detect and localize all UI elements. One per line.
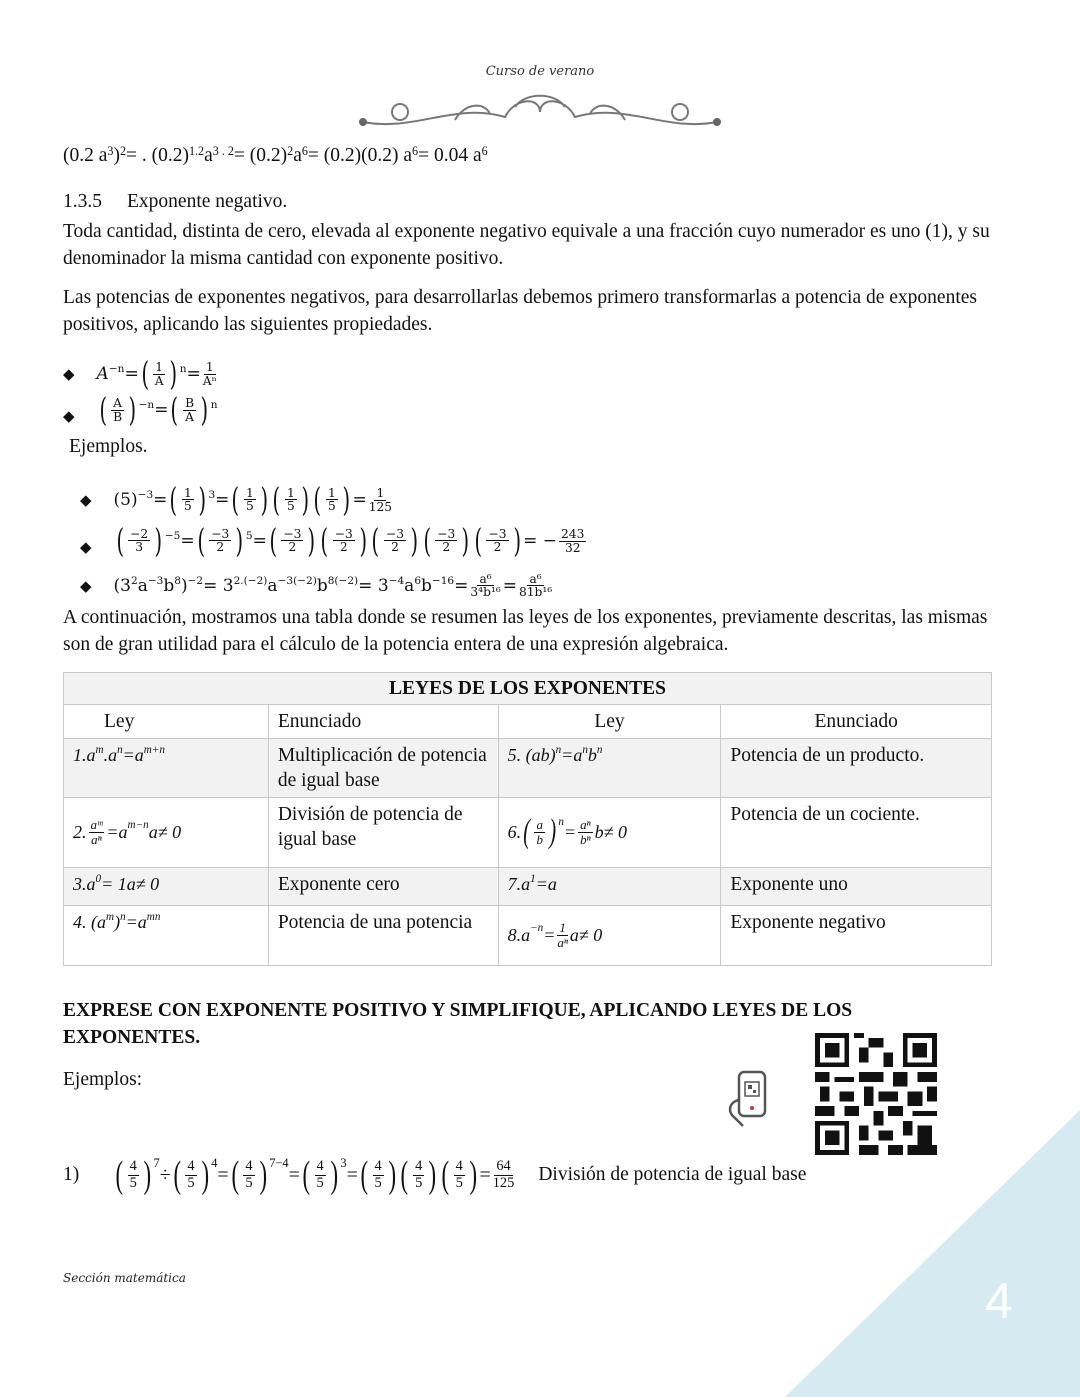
superscript: 2 — [287, 143, 294, 158]
numerator: 4 — [187, 1158, 195, 1175]
math-variable: a — [137, 912, 147, 932]
math-text: a — [404, 575, 415, 596]
left-paren: ( — [197, 521, 205, 560]
denominator: A — [154, 373, 164, 388]
math-variable: A — [96, 364, 109, 384]
numerator: −3 — [488, 526, 507, 541]
superscript: 1.2 — [189, 143, 205, 158]
denominator: 2 — [391, 540, 399, 555]
math-text: = — [180, 531, 195, 551]
superscript: 7 — [153, 1156, 160, 1171]
math-text: = — [535, 874, 548, 894]
math-text: ) — [549, 745, 556, 765]
superscript: 3 — [208, 489, 216, 502]
math-text: a — [293, 145, 302, 166]
numerator: 243 — [561, 526, 585, 541]
math-text: 5. ( — [507, 745, 532, 765]
exercise-heading: EXPRESE CON EXPONENTE POSITIVO Y SIMPLIFIQUE, APLICANDO LEYES DE LOS EXPONENTES. — [63, 1000, 853, 1048]
numerator: a⁶ — [529, 571, 542, 586]
left-paren: ( — [169, 480, 178, 519]
numerator: 4 — [129, 1158, 137, 1175]
denominator: 5 — [184, 499, 192, 514]
math-text: = 3 — [203, 575, 234, 596]
superscript: 8(−2) — [327, 575, 359, 588]
left-paren: ( — [272, 480, 281, 519]
math-text: = — [122, 745, 135, 765]
math-text: = (0.2) — [233, 145, 288, 166]
footer-label: Sección matemática — [63, 1271, 186, 1285]
left-paren: ( — [523, 813, 531, 851]
numerator: −3 — [437, 526, 456, 541]
math-variable: ab — [531, 745, 550, 765]
superscript: n — [120, 910, 126, 923]
math-text: ) — [180, 575, 188, 596]
right-paren: ) — [143, 1154, 151, 1196]
math-text: = — [217, 1163, 229, 1186]
left-paren: ( — [441, 1154, 450, 1196]
math-variable: a — [86, 874, 96, 894]
math-text: 4. ( — [73, 912, 97, 932]
numerator: −3 — [385, 526, 404, 541]
left-paren: ( — [371, 521, 380, 560]
law-description: Multiplicación de potencia de igual base — [268, 739, 498, 798]
math-variable: a — [148, 822, 158, 842]
math-text: b — [163, 575, 175, 596]
right-paren: ) — [259, 1154, 267, 1196]
left-paren: ( — [116, 521, 124, 560]
numerator: 64 — [496, 1158, 511, 1175]
math-text: = — [543, 925, 556, 945]
table-title: LEYES DE LOS EXPONENTES — [64, 673, 992, 705]
math-text: = — [561, 745, 574, 765]
law-description: Exponente uno — [721, 868, 992, 906]
numerator: aⁿ — [580, 817, 591, 833]
math-text: a — [267, 575, 278, 596]
superscript: −n — [530, 922, 544, 935]
numerator: −2 — [130, 526, 149, 541]
law-description: Potencia de un cociente. — [721, 798, 992, 868]
denominator: 2 — [339, 540, 348, 555]
math-text: b — [316, 575, 328, 596]
math-text: = 0.04 a — [418, 145, 482, 166]
superscript: 4 — [211, 1156, 218, 1171]
header-title: Curso de verano — [485, 64, 595, 79]
math-variable: a — [573, 745, 583, 765]
superscript: 3 — [107, 143, 114, 158]
paragraph: Las potencias de exponentes negativos, para desarrollarlas debemos primero transformarlas a potencia de exponentes positivos, aplicando las siguientes propiedades. — [63, 287, 977, 335]
denominator: 5 — [374, 1174, 382, 1191]
denominator: 81b¹⁶ — [518, 585, 553, 600]
superscript: n — [117, 743, 123, 756]
math-variable: a — [108, 745, 118, 765]
math-text: = — [153, 490, 168, 510]
denominator: 5 — [187, 1174, 195, 1191]
math-text: ≠ 0 — [603, 821, 628, 842]
superscript: n — [210, 399, 218, 412]
superscript: n — [555, 743, 562, 756]
superscript: m−n — [127, 819, 149, 832]
superscript: n — [558, 816, 564, 829]
denominator: 3 — [135, 540, 144, 555]
math-variable: b — [587, 745, 597, 765]
numerator: −3 — [283, 526, 302, 541]
superscript: 5 — [245, 530, 253, 543]
superscript: m — [106, 910, 115, 923]
denominator: 125 — [492, 1174, 515, 1191]
law-description: División de potencia de igual base — [268, 798, 498, 868]
denominator: 32 — [564, 540, 581, 555]
denominator: 5 — [129, 1174, 137, 1191]
math-text: = — [502, 575, 517, 596]
math-text: = — [346, 1163, 358, 1186]
math-variable: a — [547, 874, 557, 894]
column-header: Ley — [64, 705, 269, 739]
math-text: 1. — [73, 745, 87, 765]
superscript: mn — [146, 910, 161, 923]
denominator: bⁿ — [580, 831, 591, 847]
right-paren: ) — [200, 391, 209, 430]
math-variable: a — [521, 874, 531, 894]
superscript: n — [596, 743, 603, 756]
denominator: A — [185, 409, 194, 424]
numerator: 1 — [287, 485, 295, 500]
superscript: 6 — [412, 143, 419, 158]
math-text: (0.2 a — [63, 145, 108, 166]
left-paren: ( — [141, 355, 149, 394]
superscript: −3 — [137, 489, 154, 502]
diamond-bullet-icon: ◆ — [63, 367, 75, 383]
math-text: = — [125, 912, 138, 932]
exercise-description: División de potencia de igual base — [538, 1163, 807, 1185]
left-paren: ( — [400, 1154, 409, 1196]
math-text: 3. — [73, 874, 87, 894]
math-text: ≠ 0 — [135, 874, 160, 894]
math-text: = — [215, 490, 230, 510]
denominator: Aⁿ — [202, 374, 217, 388]
section-title: Exponente negativo. — [127, 191, 288, 212]
math-text: = — [106, 822, 119, 842]
math-text: = — [352, 490, 367, 510]
superscript: −5 — [164, 530, 181, 543]
column-header: Ley — [498, 705, 721, 739]
superscript: −n — [138, 399, 155, 412]
math-text: = . (0.2) — [126, 145, 189, 166]
math-text: ≠ 0 — [157, 822, 182, 842]
left-paren: ( — [313, 480, 322, 519]
denominator: 2 — [493, 540, 502, 555]
math-text: ÷ — [159, 1163, 171, 1186]
left-paren: ( — [423, 521, 431, 560]
law-description: Potencia de una potencia — [268, 906, 498, 966]
math-variable: a — [521, 925, 531, 945]
math-text: = — [563, 821, 577, 842]
right-paren: ) — [235, 521, 244, 560]
right-paren: ) — [513, 521, 521, 560]
math-text: 6. — [507, 821, 522, 842]
math-text: 2. — [73, 822, 87, 842]
paragraph: A continuación, mostramos una tabla donde se resumen las leyes de los exponentes, previamente descritas, las mismas son de gran utilidad para el cálculo de la potencia entera de una expresión algebraica. — [63, 607, 988, 655]
math-variable: a — [569, 925, 579, 945]
superscript: 6 — [301, 143, 308, 158]
superscript: 2.(−2) — [233, 575, 268, 588]
numerator: 1 — [376, 485, 385, 500]
left-paren: ( — [269, 521, 277, 560]
math-text: (3 — [113, 575, 131, 596]
math-variable: a — [126, 874, 136, 894]
numerator: −3 — [334, 526, 353, 541]
superscript: 3 . 2 — [212, 143, 234, 158]
math-text: (5) — [113, 490, 138, 510]
left-paren: ( — [170, 391, 179, 430]
right-paren: ) — [410, 521, 419, 560]
right-paren: ) — [359, 521, 367, 560]
math-text: a — [204, 145, 213, 166]
superscript: 7−4 — [269, 1156, 289, 1171]
right-paren: ) — [198, 480, 206, 519]
numerator: 4 — [316, 1158, 324, 1175]
numerator: 1 — [246, 485, 254, 500]
superscript: 6 — [481, 143, 488, 158]
numerator: 4 — [455, 1158, 463, 1175]
math-text: = (0.2)(0.2) a — [307, 145, 413, 166]
right-paren: ) — [260, 480, 268, 519]
denominator: 2 — [216, 540, 225, 555]
numerator: aᵐ — [90, 817, 103, 833]
superscript: −16 — [431, 575, 455, 588]
numerator: 4 — [245, 1158, 253, 1175]
diamond-bullet-icon: ◆ — [80, 493, 92, 509]
superscript: 3 — [340, 1156, 347, 1171]
math-text: = 1 — [101, 874, 127, 894]
right-paren: ) — [201, 1154, 209, 1196]
denominator: 3⁴b¹⁶ — [470, 585, 501, 600]
left-paren: ( — [231, 480, 240, 519]
numerator: 1 — [184, 485, 192, 500]
column-header: Enunciado — [721, 705, 992, 739]
denominator: b — [536, 831, 543, 847]
math-variable: a — [134, 745, 144, 765]
numerator: 1 — [205, 360, 214, 375]
math-text: . — [103, 745, 109, 765]
exercise-number: 1) — [63, 1163, 80, 1185]
math-text: ≠ 0 — [578, 925, 603, 945]
math-text: = — [154, 400, 169, 420]
superscript: n — [179, 363, 187, 376]
superscript: 0 — [95, 872, 102, 885]
left-paren: ( — [360, 1154, 369, 1196]
math-text: = — [124, 364, 139, 384]
numerator: 4 — [415, 1158, 423, 1175]
right-paren: ) — [428, 1154, 437, 1196]
right-paren: ) — [307, 521, 316, 560]
numerator: 1 — [328, 485, 336, 500]
math-text: = — [288, 1163, 300, 1186]
superscript: −n — [108, 363, 125, 376]
math-text: ) — [114, 912, 121, 932]
math-variable: a — [118, 822, 128, 842]
column-header: Enunciado — [268, 705, 498, 739]
right-paren: ) — [330, 1154, 338, 1196]
diamond-bullet-icon: ◆ — [80, 539, 92, 556]
section-number: 1.3.5 — [63, 191, 102, 212]
math-text: = 3 — [358, 575, 389, 596]
superscript: m+n — [143, 743, 165, 756]
right-paren: ) — [301, 480, 309, 519]
right-paren: ) — [154, 521, 163, 560]
right-paren: ) — [469, 1154, 477, 1196]
denominator: B — [113, 409, 123, 424]
math-variable: a — [97, 912, 106, 932]
denominator: 5 — [316, 1174, 324, 1191]
examples-label: Ejemplos. — [69, 436, 148, 457]
right-paren: ) — [128, 391, 137, 430]
superscript: 6 — [414, 575, 422, 588]
superscript: −2 — [187, 575, 204, 588]
right-paren: ) — [169, 355, 178, 394]
math-text: 8. — [507, 925, 522, 945]
right-paren: ) — [461, 521, 470, 560]
left-paren: ( — [231, 1154, 239, 1196]
law-description: Exponente negativo — [721, 906, 992, 966]
math-text: b — [421, 575, 432, 596]
math-variable: a — [86, 745, 96, 765]
superscript: −3(−2) — [277, 575, 317, 588]
denominator: 5 — [245, 1174, 253, 1191]
left-paren: ( — [474, 521, 482, 560]
math-text: = — [252, 531, 267, 551]
numerator: 1 — [155, 360, 164, 375]
right-paren: ) — [549, 813, 557, 851]
superscript: −3 — [147, 575, 164, 588]
diamond-bullet-icon: ◆ — [63, 409, 75, 426]
denominator: 2 — [288, 540, 297, 555]
denominator: 5 — [287, 499, 295, 514]
superscript: 1 — [530, 872, 536, 885]
numerator: A — [113, 396, 122, 411]
left-paren: ( — [115, 1154, 124, 1196]
math-text: = — [479, 1163, 491, 1186]
denominator: 5 — [328, 499, 336, 514]
left-paren: ( — [173, 1154, 181, 1196]
superscript: 8 — [174, 575, 181, 588]
right-paren: ) — [388, 1154, 396, 1196]
superscript: 2 — [119, 143, 126, 158]
denominator: 2 — [442, 540, 451, 555]
denominator: 125 — [368, 499, 393, 514]
page-number: 4 — [985, 1273, 1013, 1329]
denominator: aⁿ — [91, 832, 102, 847]
denominator: aⁿ — [557, 935, 568, 950]
math-text: ) — [113, 145, 120, 166]
diamond-bullet-icon: ◆ — [80, 578, 92, 595]
superscript: −4 — [388, 575, 405, 588]
denominator: 5 — [246, 499, 254, 514]
examples-label: Ejemplos: — [63, 1069, 143, 1090]
left-paren: ( — [320, 521, 329, 560]
numerator: −3 — [211, 526, 230, 541]
law-description: Exponente cero — [268, 868, 498, 906]
law-description: Potencia de un producto. — [721, 739, 992, 798]
math-text: 7. — [507, 874, 522, 894]
superscript: n — [582, 743, 588, 756]
superscript: m — [95, 743, 104, 756]
math-variable: b — [594, 821, 604, 842]
math-text: = — [454, 575, 469, 596]
numerator: a⁶ — [479, 571, 492, 586]
denominator: 5 — [455, 1174, 463, 1191]
numerator: 4 — [374, 1158, 382, 1175]
paragraph: Toda cantidad, distinta de cero, elevada al exponente negativo equivale a una fracción cuyo numerador es uno (1), y su denominador la misma cantidad con exponente positivo. — [63, 221, 990, 269]
math-text: a — [137, 575, 148, 596]
superscript: 2 — [131, 575, 138, 588]
numerator: a — [536, 817, 543, 833]
right-paren: ) — [342, 480, 350, 519]
left-paren: ( — [99, 391, 107, 430]
left-paren: ( — [302, 1154, 311, 1196]
math-text: = — [186, 364, 201, 384]
numerator: B — [185, 396, 195, 411]
numerator: 1 — [559, 920, 566, 936]
math-text: = − — [523, 531, 558, 551]
denominator: 5 — [415, 1174, 423, 1191]
